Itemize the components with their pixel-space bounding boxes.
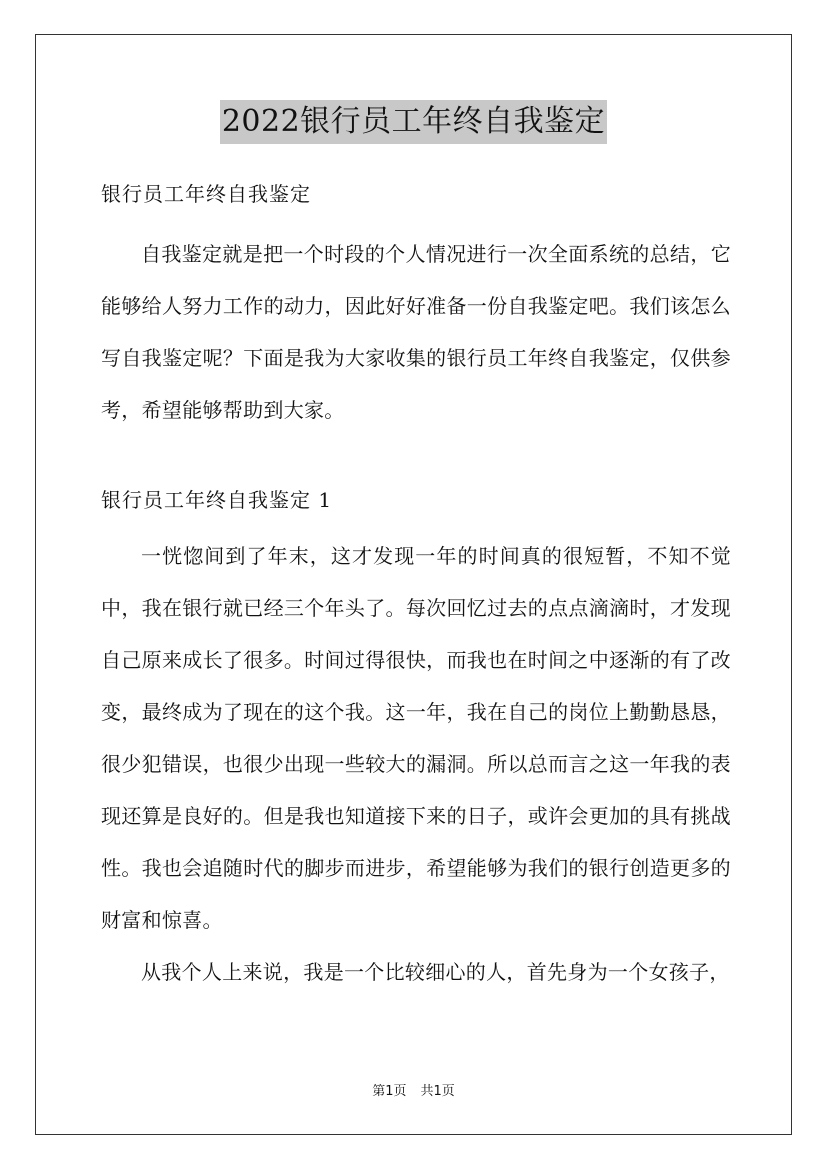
spacer <box>101 436 731 482</box>
section-1-heading: 银行员工年终自我鉴定 1 <box>101 488 333 512</box>
document-body <box>101 176 731 998</box>
spacer <box>101 212 731 228</box>
page-number-current: 第1页 <box>372 1084 407 1099</box>
page-footer <box>0 1083 827 1101</box>
spacer <box>101 518 731 530</box>
title-container <box>0 100 827 144</box>
subheading: 银行员工年终自我鉴定 <box>101 182 311 206</box>
intro-paragraph: 自我鉴定就是把一个时段的个人情况进行一次全面系统的总结，它能够给人努力工作的动力，因此好好准备一份自我鉴定吧。我们该怎么写自我鉴定呢？下面是我为大家收集的银行员工年终自我鉴定，仅供参考，希望能够帮助到大家。 <box>101 242 731 422</box>
section-1-paragraph-2: 从我个人上来说，我是一个比较细心的人，首先身为一个女孩子， <box>141 960 730 984</box>
page-number-total: 共1页 <box>420 1084 455 1099</box>
document-title: 2022银行员工年终自我鉴定 <box>220 100 607 144</box>
section-1-paragraph-1: 一恍惚间到了年末，这才发现一年的时间真的很短暂，不知不觉中，我在银行就已经三个年头了。每次回忆过去的点点滴滴时，才发现自己原来成长了很多。时间过得很快，而我也在时间之中逐渐的有了改变，最终成为了现在的这个我。这一年，我在自己的岗位上勤勤恳恳，很少犯错误，也很少出现一些较大的漏洞。所以总而言之这一年我的表现还算是良好的。但是我也知道接下来的日子，或许会更加的具有挑战性。我也会追随时代的脚步而进步，希望能够为我们的银行创造更多的财富和惊喜。 <box>101 544 731 932</box>
